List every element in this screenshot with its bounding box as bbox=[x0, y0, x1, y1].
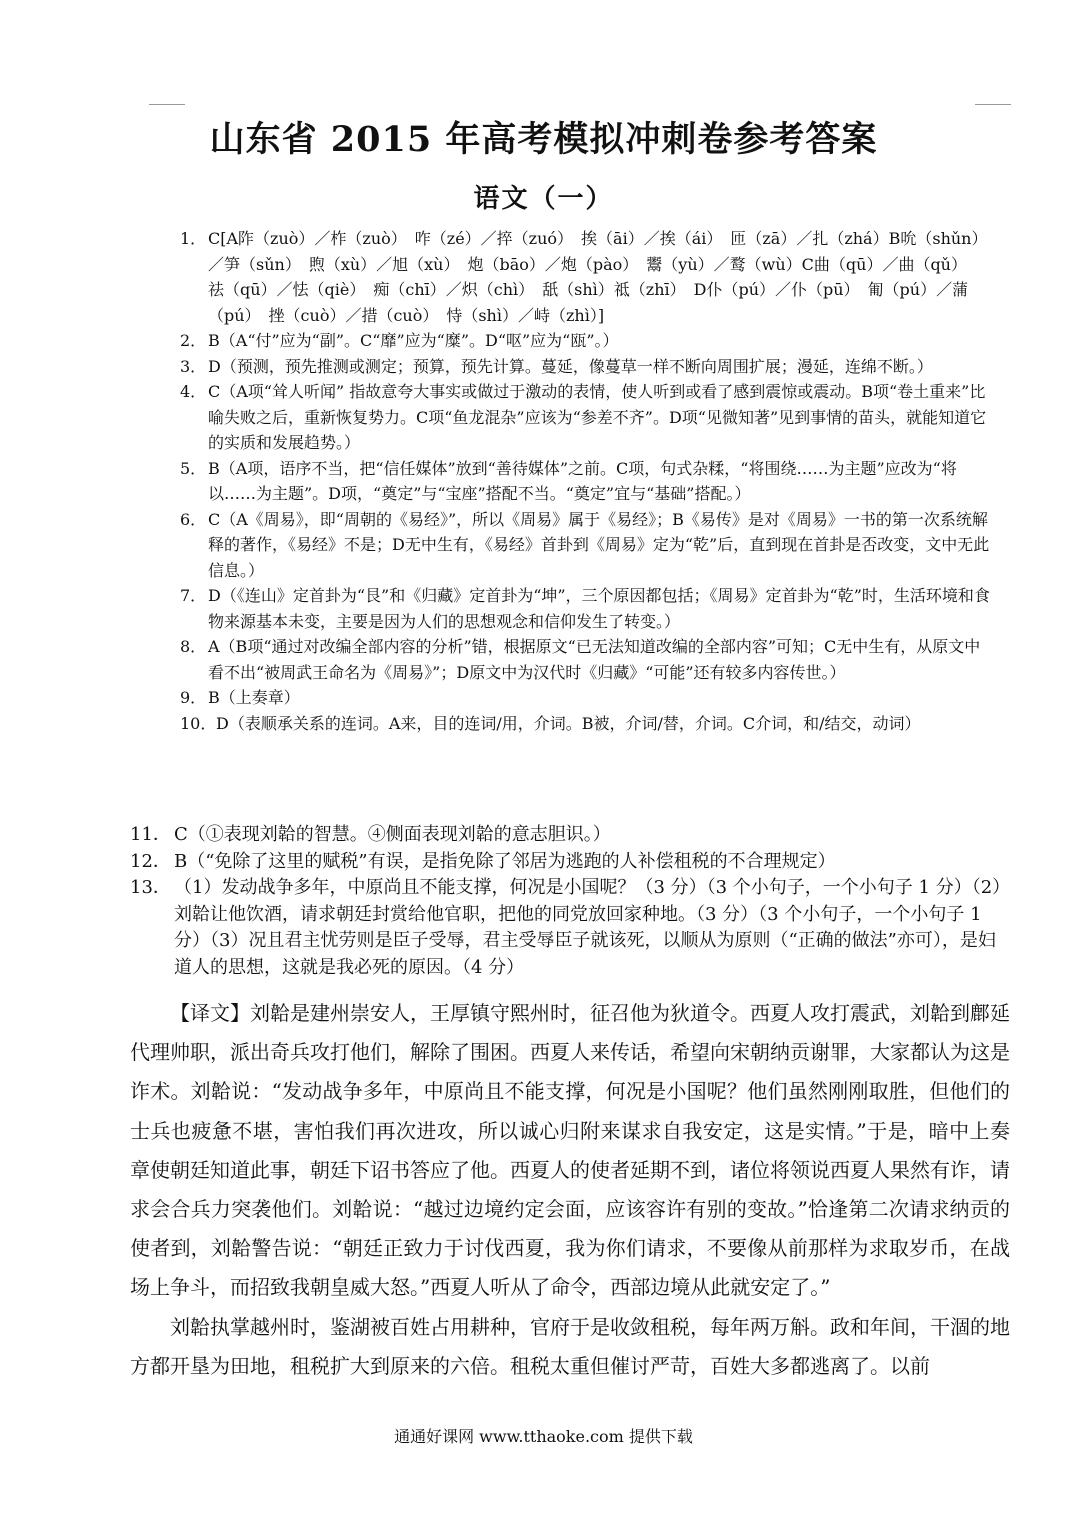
answer-number: 5． bbox=[180, 458, 207, 478]
answer-number: 4． bbox=[180, 382, 207, 401]
answer-text: D（《连山》定首卦为“艮”和《归藏》定首卦为“坤”，三个原因都包括；《周易》定首卦为“乾”时，生活环境和食物来源基本未变，主要是因为人们的思想观念和信仰发生了转变。） bbox=[208, 586, 990, 631]
answer-number: 2． bbox=[180, 331, 207, 350]
answer-text: B（A“付”应为“副”。C“靡”应为“糜”。D“呕”应为“瓯”。） bbox=[208, 331, 619, 350]
answer-text: C（①表现刘韐的智慧。④侧面表现刘韐的意志胆识。） bbox=[174, 824, 611, 845]
answer-text: B（“免除了这里的赋税”有误，是指免除了邻居为逃跑的人补偿租税的不合理规定） bbox=[174, 850, 836, 872]
answer-item bbox=[180, 354, 990, 380]
answer-item bbox=[180, 711, 990, 737]
answer-item bbox=[180, 685, 990, 711]
header-rule-right bbox=[975, 104, 1011, 105]
translation-paragraph bbox=[130, 1308, 1010, 1386]
answer-text: C（A项“耸人听闻” 指故意夸大事实或做过于激动的表情，使人听到或看了感到震惊或震动。B项“卷土重来”比喻失败之后，重新恢复势力。C项“鱼龙混杂”应该为“参差不齐”。D项“见微知著”见到事情的苗头，就能知道它的实质和发展趋势。） bbox=[208, 382, 987, 452]
answer-number: 8． bbox=[180, 637, 207, 656]
answer-item bbox=[180, 226, 990, 328]
translation-tag: 【译文】 bbox=[170, 1001, 250, 1025]
answer-number: 3． bbox=[180, 356, 207, 376]
answer-number: 10． bbox=[180, 713, 217, 733]
answer-text: D（表顺承关系的连词。A来，目的连词/用，介词。B被，介词/替，介词。C介词，和/结交，动词） bbox=[216, 713, 921, 733]
answer-item bbox=[180, 328, 990, 354]
answer-text: B（上奏章） bbox=[208, 688, 300, 707]
header-rule-left bbox=[149, 104, 185, 105]
answer-item bbox=[180, 583, 990, 634]
page-subtitle: 语文（一） bbox=[473, 184, 614, 214]
answer-list-2 bbox=[130, 822, 1010, 981]
answer-text: C（A《周易》，即“周朝的《易经》”，所以《周易》属于《易经》；B《易传》是对《周易》一书的第一次系统解释的著作，《易经》不是；D无中生有，《易经》首卦到《周易》定为“乾”后，直到现在首卦是否改变，文中无此信息。） bbox=[208, 509, 990, 580]
answer-number: 11． bbox=[130, 824, 171, 845]
answer-number: 13． bbox=[130, 877, 171, 898]
answer-item bbox=[130, 875, 1010, 981]
answer-list-1 bbox=[180, 226, 990, 736]
translation-paragraph bbox=[130, 994, 1010, 1308]
answer-item bbox=[180, 634, 990, 685]
answer-item bbox=[180, 507, 990, 584]
answer-item bbox=[130, 822, 1010, 849]
answer-number: 9． bbox=[180, 688, 207, 707]
answer-text: A（B项“通过对改编全部内容的分析”错，根据原文“已无法知道改编的全部内容”可知；C无中生有，从原文中看不出“被周武王命名为《周易》”；D原文中为汉代时《归藏》“可能”还有较多内容传世。） bbox=[208, 637, 981, 682]
translation-text: 刘韐执掌越州时，鉴湖被百姓占用耕种，官府于是收敛租税，每年两万斛。政和年间，干涸的地方都开垦为田地，租税扩大到原来的六倍。租税太重但催讨严苛，百姓大多都逃离了。以前 bbox=[130, 1314, 1010, 1378]
translation-section bbox=[130, 994, 1010, 1386]
footer-source: 通通好课网 www.tthaoke.com 提供下载 bbox=[394, 1427, 693, 1446]
answer-item bbox=[130, 849, 1010, 876]
answer-text: C[A阼（zuò）／柞（zuò） 咋（zé）／捽（zuó） 挨（āi）／挨（ái） 匝（zā）／扎（zhá）B吮（shǔn）／笋（sǔn） 煦（xù）／旭（xù） 炮（bāo）／炮（pào） 鬻（yù）／鹜（wù）C曲（qū）／曲（qǔ） 祛（qū）／怯（qiè） 痴（chī）／炽（chì） 舐（shì）祗（zhī） D仆（pú）／仆（pū） 匍（pú）／蒲（pú） 挫（cuò）／措（cuò） 恃（shì）／峙（zhì）] bbox=[208, 229, 988, 325]
answer-text: D（预测，预先推测或测定；预算，预先计算。蔓延，像蔓草一样不断向周围扩展；漫延，连绵不断。） bbox=[208, 356, 933, 376]
answer-item bbox=[180, 456, 990, 507]
answer-number: 6． bbox=[180, 509, 207, 529]
answer-text: B（A项，语序不当，把“信任媒体”放到“善待媒体”之前。C项，句式杂糅，“将围绕……为主题”应改为“将以……为主题”。D项，“奠定”与“宝座”搭配不当。“奠定”宜与“基础”搭配。） bbox=[208, 458, 957, 503]
answer-text: （1）发动战争多年，中原尚且不能支撑，何况是小国呢？（3 分）（3 个小句子，一个小句子 1 分）（2）刘韐让他饮酒，请求朝廷封赏给他官职，把他的同党放回家种地。（3 分）（3 个小句子，一个小句子 1 分）（3）况且君主忧劳则是臣子受辱，君主受辱臣子就该死，以顺从为原则（“正确的做法”亦可），是妇道人的思想，这就是我必死的原因。（4 分） bbox=[174, 877, 1002, 978]
answer-number: 12． bbox=[130, 850, 171, 872]
translation-text: 刘韐是建州崇安人，王厚镇守熙州时，征召他为狄道令。西夏人攻打震武，刘韐到鄜延代理帅职，派出奇兵攻打他们，解除了围困。西夏人来传话，希望向宋朝纳贡谢罪，大家都认为这是诈术。刘韐说：“发动战争多年，中原尚且不能支撑，何况是小国呢？他们虽然刚刚取胜，但他们的士兵也疲惫不堪，害怕我们再次进攻，所以诚心归附来谋求自我安定，这是实情。”于是，暗中上奏章使朝廷知道此事，朝廷下诏书答应了他。西夏人的使者延期不到，诸位将领说西夏人果然有诈，请求会合兵力突袭他们。刘韐说：“越过边境约定会面，应该容许有别的变故。”恰逢第二次请求纳贡的使者到，刘韐警告说：“朝廷正致力于讨伐西夏，我为你们请求，不要像从前那样为求取岁币，在战场上争斗，而招致我朝皇威大怒。”西夏人听从了命令，西部边境从此就安定了。” bbox=[130, 1001, 1010, 1300]
page-title: 山东省 2015 年高考模拟冲刺卷参考答案 bbox=[209, 119, 878, 160]
answer-item bbox=[180, 379, 990, 456]
answer-number: 7． bbox=[180, 586, 207, 605]
answer-number: 1． bbox=[180, 229, 207, 248]
